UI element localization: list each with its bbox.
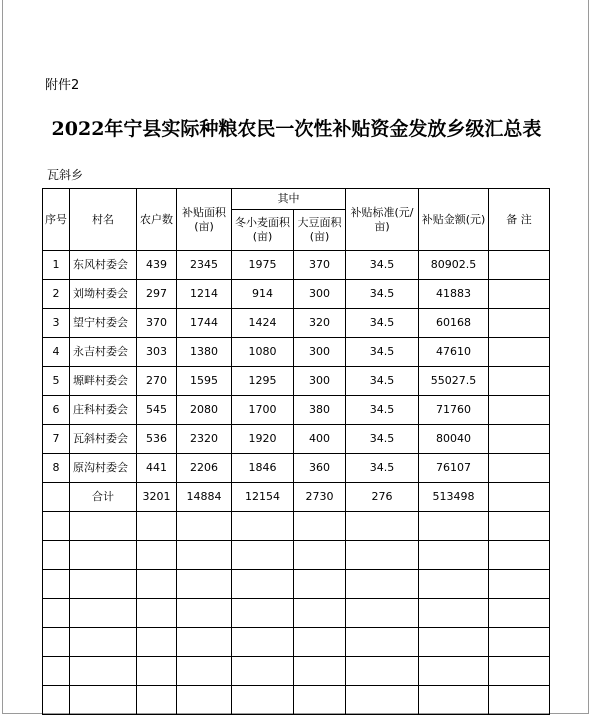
empty-cell (419, 541, 489, 570)
empty-cell (232, 512, 294, 541)
cell-amount: 60168 (419, 309, 489, 338)
table-row (43, 367, 550, 396)
cell-standard: 34.5 (346, 309, 419, 338)
empty-cell (177, 541, 232, 570)
empty-cell (419, 628, 489, 657)
table-row (43, 251, 550, 280)
document-title: 2022年宁县实际种粮农民一次性补贴资金发放乡级汇总表 (51, 118, 542, 140)
attachment-label: 附件2 (45, 78, 80, 93)
empty-cell (137, 512, 177, 541)
cell-households: 370 (137, 309, 177, 338)
empty-cell (137, 657, 177, 686)
empty-cell (346, 570, 419, 599)
empty-row (43, 512, 550, 541)
empty-row (43, 570, 550, 599)
cell-village: 刘坳村委会 (70, 280, 137, 309)
header-wheat-area: 冬小麦面积(亩) (232, 210, 294, 251)
header-village: 村名 (70, 189, 137, 251)
empty-row (43, 599, 550, 628)
empty-row (43, 628, 550, 657)
cell-seq: 2 (43, 280, 70, 309)
cell-standard: 34.5 (346, 367, 419, 396)
cell-remarks (489, 425, 550, 454)
cell-standard: 34.5 (346, 425, 419, 454)
empty-cell (419, 570, 489, 599)
cell-standard: 34.5 (346, 454, 419, 483)
summary-table (42, 188, 550, 715)
total-standard: 276 (346, 483, 419, 512)
cell-remarks (489, 338, 550, 367)
empty-cell (419, 599, 489, 628)
cell-remarks (489, 454, 550, 483)
cell-soy-area: 300 (294, 280, 346, 309)
cell-remarks (489, 367, 550, 396)
table-row (43, 425, 550, 454)
total-amount: 513498 (419, 483, 489, 512)
empty-cell (70, 599, 137, 628)
empty-cell (43, 628, 70, 657)
cell-households: 441 (137, 454, 177, 483)
empty-cell (70, 657, 137, 686)
cell-subsidy-area: 2080 (177, 396, 232, 425)
cell-amount: 41883 (419, 280, 489, 309)
empty-cell (137, 570, 177, 599)
empty-cell (43, 657, 70, 686)
total-wheat-area: 12154 (232, 483, 294, 512)
empty-cell (232, 570, 294, 599)
cell-seq: 3 (43, 309, 70, 338)
table-row (43, 454, 550, 483)
empty-cell (137, 686, 177, 715)
empty-cell (294, 570, 346, 599)
empty-cell (177, 657, 232, 686)
header-subsidy-standard: 补贴标准(元/亩) (346, 189, 419, 251)
cell-standard: 34.5 (346, 338, 419, 367)
cell-seq: 7 (43, 425, 70, 454)
cell-soy-area: 300 (294, 338, 346, 367)
empty-cell (489, 657, 550, 686)
empty-cell (419, 512, 489, 541)
cell-subsidy-area: 1744 (177, 309, 232, 338)
cell-standard: 34.5 (346, 251, 419, 280)
empty-cell (294, 541, 346, 570)
empty-cell (346, 541, 419, 570)
empty-cell (137, 599, 177, 628)
cell-remarks (489, 280, 550, 309)
header-subsidy-area: 补贴面积(亩) (177, 189, 232, 251)
cell-wheat-area: 1295 (232, 367, 294, 396)
cell-village: 塬畔村委会 (70, 367, 137, 396)
empty-cell (346, 599, 419, 628)
empty-cell (177, 686, 232, 715)
empty-cell (294, 657, 346, 686)
cell-seq: 6 (43, 396, 70, 425)
cell-soy-area: 400 (294, 425, 346, 454)
empty-cell (489, 541, 550, 570)
cell-soy-area: 300 (294, 367, 346, 396)
table-row (43, 396, 550, 425)
cell-village: 原沟村委会 (70, 454, 137, 483)
header-households: 农户数 (137, 189, 177, 251)
cell-wheat-area: 1424 (232, 309, 294, 338)
header-soy-area: 大豆面积(亩) (294, 210, 346, 251)
empty-cell (43, 512, 70, 541)
township-label: 瓦斜乡 (47, 168, 84, 182)
empty-cell (177, 512, 232, 541)
empty-cell (177, 599, 232, 628)
empty-cell (43, 599, 70, 628)
cell-village: 望宁村委会 (70, 309, 137, 338)
cell-households: 297 (137, 280, 177, 309)
total-subsidy-area: 14884 (177, 483, 232, 512)
total-soy-area: 2730 (294, 483, 346, 512)
cell-soy-area: 360 (294, 454, 346, 483)
empty-cell (294, 686, 346, 715)
header-of-which: 其中 (232, 189, 346, 210)
empty-cell (294, 599, 346, 628)
empty-cell (232, 541, 294, 570)
empty-cell (232, 657, 294, 686)
empty-cell (177, 628, 232, 657)
cell-households: 270 (137, 367, 177, 396)
table-row (43, 280, 550, 309)
cell-remarks (489, 251, 550, 280)
cell-households: 545 (137, 396, 177, 425)
empty-row (43, 686, 550, 715)
empty-cell (232, 599, 294, 628)
total-row (43, 483, 550, 512)
table-row (43, 338, 550, 367)
empty-cell (232, 686, 294, 715)
cell-wheat-area: 1920 (232, 425, 294, 454)
empty-cell (489, 599, 550, 628)
cell-subsidy-area: 1595 (177, 367, 232, 396)
cell-subsidy-area: 2206 (177, 454, 232, 483)
cell-standard: 34.5 (346, 396, 419, 425)
total-households: 3201 (137, 483, 177, 512)
empty-cell (177, 570, 232, 599)
cell-seq: 5 (43, 367, 70, 396)
total-remarks (489, 483, 550, 512)
cell-amount: 55027.5 (419, 367, 489, 396)
empty-cell (70, 570, 137, 599)
empty-row (43, 657, 550, 686)
cell-village: 庄科村委会 (70, 396, 137, 425)
empty-cell (43, 541, 70, 570)
cell-amount: 76107 (419, 454, 489, 483)
empty-cell (346, 628, 419, 657)
empty-cell (70, 628, 137, 657)
empty-cell (489, 570, 550, 599)
empty-cell (489, 628, 550, 657)
empty-row (43, 541, 550, 570)
empty-cell (294, 512, 346, 541)
cell-amount: 47610 (419, 338, 489, 367)
total-label: 合计 (70, 483, 137, 512)
cell-remarks (489, 396, 550, 425)
table-row (43, 309, 550, 338)
header-seq: 序号 (43, 189, 70, 251)
empty-cell (346, 657, 419, 686)
empty-cell (137, 541, 177, 570)
empty-cell (232, 628, 294, 657)
empty-cell (419, 657, 489, 686)
total-seq (43, 483, 70, 512)
cell-seq: 8 (43, 454, 70, 483)
cell-wheat-area: 1846 (232, 454, 294, 483)
empty-cell (294, 628, 346, 657)
empty-cell (489, 686, 550, 715)
empty-cell (70, 512, 137, 541)
cell-wheat-area: 1080 (232, 338, 294, 367)
empty-cell (137, 628, 177, 657)
cell-village: 东风村委会 (70, 251, 137, 280)
cell-amount: 71760 (419, 396, 489, 425)
cell-seq: 4 (43, 338, 70, 367)
cell-standard: 34.5 (346, 280, 419, 309)
cell-households: 439 (137, 251, 177, 280)
cell-subsidy-area: 1380 (177, 338, 232, 367)
cell-wheat-area: 914 (232, 280, 294, 309)
cell-amount: 80040 (419, 425, 489, 454)
cell-soy-area: 380 (294, 396, 346, 425)
cell-soy-area: 320 (294, 309, 346, 338)
empty-cell (70, 686, 137, 715)
cell-households: 536 (137, 425, 177, 454)
empty-cell (346, 686, 419, 715)
empty-cell (419, 686, 489, 715)
empty-cell (43, 570, 70, 599)
cell-subsidy-area: 2320 (177, 425, 232, 454)
cell-wheat-area: 1975 (232, 251, 294, 280)
empty-cell (489, 512, 550, 541)
cell-village: 瓦斜村委会 (70, 425, 137, 454)
cell-soy-area: 370 (294, 251, 346, 280)
cell-amount: 80902.5 (419, 251, 489, 280)
cell-subsidy-area: 1214 (177, 280, 232, 309)
cell-seq: 1 (43, 251, 70, 280)
empty-cell (70, 541, 137, 570)
cell-wheat-area: 1700 (232, 396, 294, 425)
empty-cell (43, 686, 70, 715)
empty-cell (346, 512, 419, 541)
cell-remarks (489, 309, 550, 338)
cell-subsidy-area: 2345 (177, 251, 232, 280)
header-remarks: 备 注 (489, 189, 550, 251)
cell-village: 永吉村委会 (70, 338, 137, 367)
header-subsidy-amount: 补贴金额(元) (419, 189, 489, 251)
cell-households: 303 (137, 338, 177, 367)
